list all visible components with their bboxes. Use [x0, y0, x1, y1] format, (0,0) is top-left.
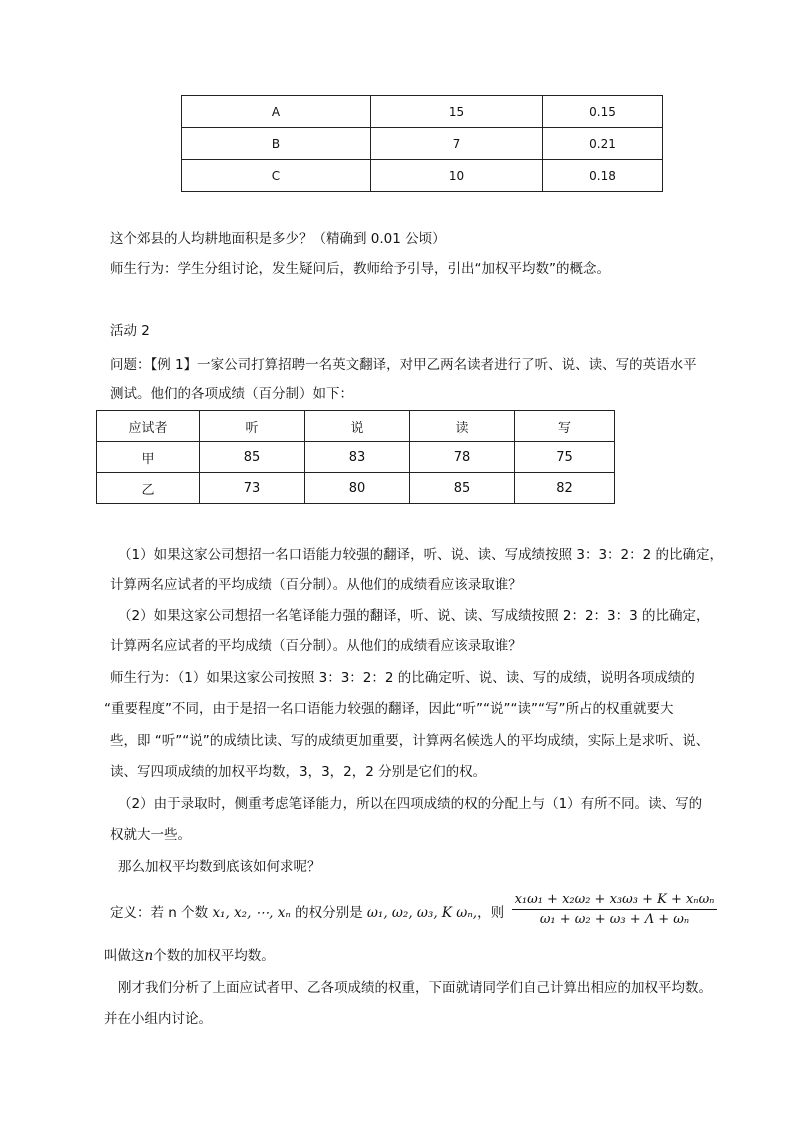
- definition-prefix: 定义：若 n 个数: [110, 905, 213, 921]
- table-row: [182, 160, 663, 192]
- closing-line-2: 并在小组内讨论。: [104, 1011, 212, 1027]
- header-cell: 读: [410, 411, 515, 442]
- table-cell: 0.15: [543, 96, 663, 128]
- table-cell: 乙: [97, 473, 200, 504]
- definition-middle: 的权分别是: [290, 905, 367, 921]
- table-cell: 80: [305, 473, 410, 504]
- table-row: [97, 442, 615, 473]
- question-1-line-2: 计算两名应试者的平均成绩（百分制）。从他们的成绩看应该录取谁？: [110, 577, 522, 593]
- definition-weights: ω₁, ω₂, ω₃, K ωₙ,: [366, 905, 478, 921]
- table-cell: 0.18: [543, 160, 663, 192]
- table-cell: 10: [371, 160, 543, 192]
- definition-conclusion: [104, 946, 275, 966]
- teacher-action-3-line-2: 权就大一些。: [110, 827, 191, 843]
- table-cell: 0.21: [543, 128, 663, 160]
- teacher-action-2-line-3: 些，即 “听”“说”的成绩比读、写的成绩更加重要，计算两名候选人的平均成绩，实际上是求听、说、: [110, 733, 710, 749]
- table-cell: 75: [515, 442, 615, 473]
- header-cell: 应试者: [97, 411, 200, 442]
- how-question: 那么加权平均数到底该如何求呢？: [118, 859, 321, 875]
- table-row: [97, 473, 615, 504]
- table-cell: 83: [305, 442, 410, 473]
- score-table: [96, 410, 615, 504]
- definition-variables: x₁, x₂, ⋯, xₙ: [212, 905, 291, 921]
- table-cell: B: [182, 128, 371, 160]
- teacher-action-2-line-2: “重要程度”不同，由于是招一名口语能力较强的翻译，因此“听”“说”“读”“写”所占的权重就要大: [104, 701, 674, 717]
- header-cell: 听: [200, 411, 305, 442]
- fraction-numerator: x₁ω₁ + x₂ω₂ + x₃ω₃ + K + xₙωₙ: [514, 892, 715, 907]
- table-header-row: [97, 411, 615, 442]
- table-cell: 85: [200, 442, 305, 473]
- activity-heading: 活动 2: [110, 323, 150, 339]
- table-cell: 甲: [97, 442, 200, 473]
- table-cell: A: [182, 96, 371, 128]
- header-cell: 说: [305, 411, 410, 442]
- table-cell: 85: [410, 473, 515, 504]
- fraction-denominator: ω₁ + ω₂ + ω₃ + Λ + ωₙ: [539, 912, 690, 927]
- definition-conclusion-b: 个数的加权平均数。: [153, 948, 275, 964]
- teacher-action-2-line-4: 读、写四项成绩的加权平均数，3，3，2，2 分别是它们的权。: [110, 764, 487, 780]
- teacher-action-3-line-1: （2）由于录取时，侧重考虑笔译能力，所以在四项成绩的权的分配上与（1）有所不同。读、写的: [118, 796, 703, 812]
- question-county-area: 这个郊县的人均耕地面积是多少？（精确到 0.01 公顷）: [110, 231, 446, 247]
- table-row: [182, 128, 663, 160]
- definition-then: ，则: [477, 905, 505, 921]
- table-cell: 82: [515, 473, 615, 504]
- teacher-action-1: 师生行为：学生分组讨论，发生疑问后，教师给予引导，引出“加权平均数”的概念。: [110, 261, 610, 277]
- example-1-line-2: 测试。他们的各项成绩（百分制）如下：: [110, 386, 353, 402]
- definition-n: n: [144, 948, 154, 964]
- table-cell: 78: [410, 442, 515, 473]
- definition-conclusion-a: 叫做这: [104, 948, 145, 964]
- closing-line-1: 刚才我们分析了上面应试者甲、乙各项成绩的权重，下面就请同学们自己计算出相应的加权平均数。: [118, 980, 712, 996]
- teacher-action-2-line-1: 师生行为：（1）如果这家公司按照 3：3：2：2 的比确定听、说、读、写的成绩，说明各项成绩的: [110, 670, 695, 686]
- table-cell: 7: [371, 128, 543, 160]
- weighted-mean-fraction: [512, 892, 717, 927]
- header-cell: 写: [515, 411, 615, 442]
- table-row: [182, 96, 663, 128]
- question-2-line-1: （2）如果这家公司想招一名笔译能力强的翻译，听、说、读、写成绩按照 2：2：3：3 的比确定，: [118, 608, 710, 624]
- definition-line: [110, 901, 504, 921]
- question-2-line-2: 计算两名应试者的平均成绩（百分制）。从他们的成绩看应该录取谁？: [110, 638, 522, 654]
- table-cell: 15: [371, 96, 543, 128]
- question-1-line-1: （1）如果这家公司想招一名口语能力较强的翻译，听、说、读、写成绩按照 3：3：2：2 的比确定，: [118, 547, 724, 563]
- example-1-line-1: 问题：【例 1】一家公司打算招聘一名英文翻译，对甲乙两名读者进行了听、说、读、写的英语水平: [110, 357, 697, 373]
- land-area-table: [181, 95, 663, 192]
- fraction-bar: [512, 909, 717, 910]
- table-cell: 73: [200, 473, 305, 504]
- table-cell: C: [182, 160, 371, 192]
